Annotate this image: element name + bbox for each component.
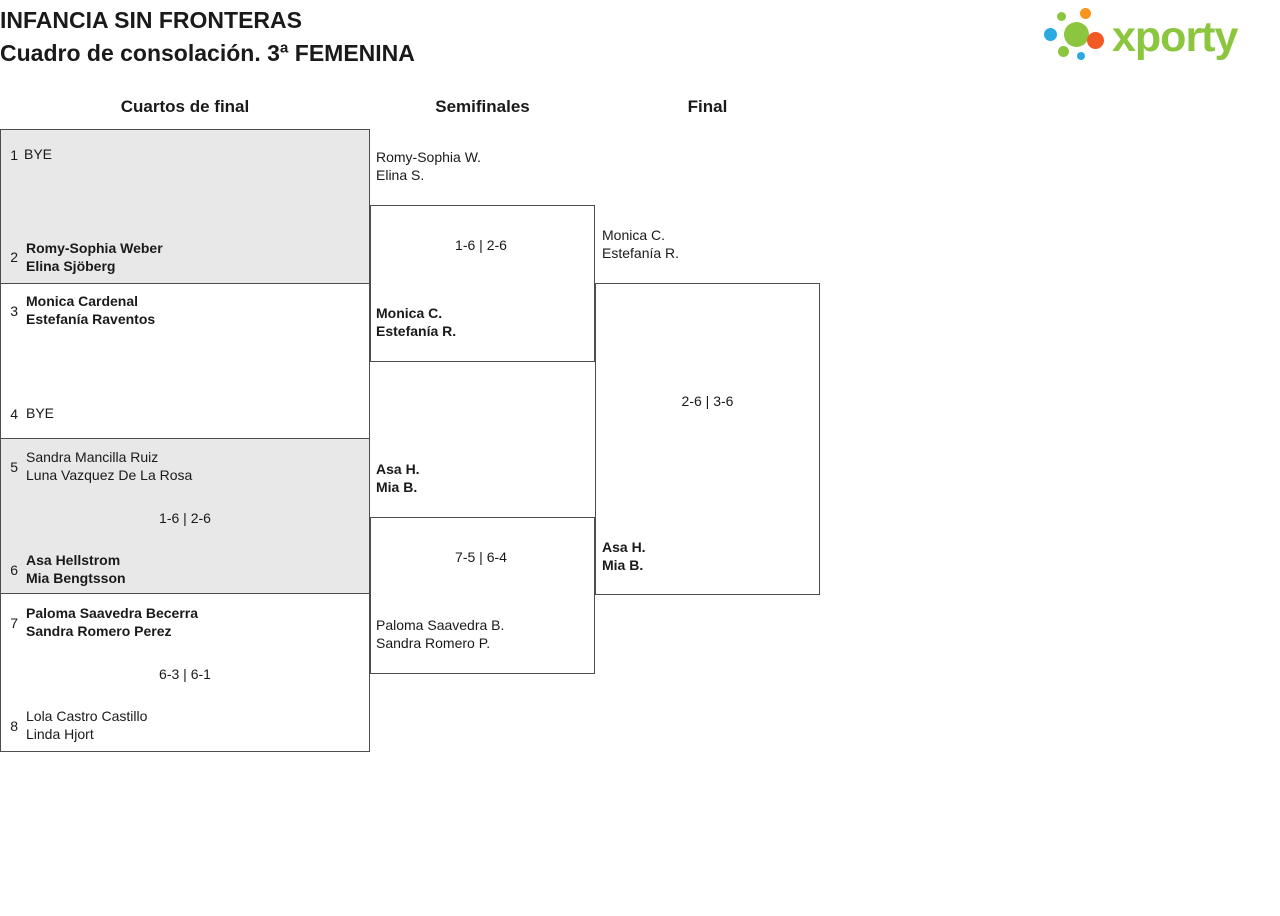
player-name: BYE (26, 405, 55, 421)
logo-dot-icon (1044, 28, 1057, 41)
team-name (602, 538, 646, 574)
logo-dot-icon (1080, 8, 1091, 19)
team-name (26, 707, 147, 743)
seed-number: 2 (10, 249, 18, 265)
xporty-logo[interactable] (1044, 6, 1274, 68)
logo-wordmark: xporty (1112, 13, 1238, 61)
logo-dot-icon (1087, 32, 1104, 49)
logo-dot-icon (1058, 46, 1069, 57)
player-name: Elina Sjöberg (26, 258, 116, 274)
tournament-name: INFANCIA SIN FRONTERAS (0, 7, 302, 33)
player-name: Romy-Sophia W. (376, 149, 482, 165)
seed-number: 6 (10, 562, 18, 578)
match-score: 7-5 | 6-4 (455, 549, 507, 565)
seed-number: 8 (10, 718, 18, 734)
seed-number: 7 (10, 615, 18, 631)
player-name: Asa H. (602, 539, 646, 555)
round-header-semifinals: Semifinales (435, 97, 530, 116)
player-name: Monica C. (602, 227, 666, 243)
round-header-final: Final (687, 97, 728, 116)
player-name: Asa Hellstrom (26, 552, 121, 568)
player-name: Elina S. (376, 167, 425, 183)
team-name (26, 551, 126, 587)
team-name (376, 304, 456, 340)
team-name (376, 616, 504, 652)
page-header (0, 0, 1280, 78)
match-score: 6-3 | 6-1 (159, 666, 211, 682)
player-name: Monica Cardenal (26, 293, 139, 309)
player-name: Mia B. (376, 479, 418, 495)
player-name: Paloma Saavedra Becerra (26, 605, 198, 621)
player-name: Estefanía R. (376, 323, 457, 339)
match-score: 1-6 | 2-6 (455, 237, 507, 253)
team-name (376, 460, 420, 496)
player-name: Sandra Romero Perez (26, 623, 172, 639)
team-name (26, 292, 155, 328)
match-score: 2-6 | 3-6 (681, 393, 734, 409)
player-name: Estefanía R. (602, 245, 680, 261)
player-name: Paloma Saavedra B. (376, 617, 505, 633)
seed-number: 3 (10, 303, 18, 319)
player-name: Romy-Sophia Weber (26, 240, 163, 256)
player-name: Mia Bengtsson (26, 570, 126, 586)
player-name: Lola Castro Castillo (26, 708, 148, 724)
logo-dot-icon (1064, 22, 1089, 47)
seed-number: 5 (10, 459, 18, 475)
team-name (602, 226, 679, 262)
player-name: Estefanía Raventos (26, 311, 156, 327)
team-name (24, 145, 52, 163)
round-header-quarterfinals: Cuartos de final (120, 97, 250, 116)
player-name: Sandra Mancilla Ruiz (26, 449, 159, 465)
page-title (0, 4, 415, 70)
logo-dot-icon (1057, 12, 1066, 21)
player-name: BYE (24, 146, 53, 162)
draw-name: Cuadro de consolación. 3ª FEMENINA (0, 40, 415, 66)
match-score: 1-6 | 2-6 (159, 510, 211, 526)
player-name: Luna Vazquez De La Rosa (26, 467, 193, 483)
logo-dot-icon (1077, 52, 1085, 60)
seed-number: 1 (10, 147, 18, 163)
team-name (26, 239, 163, 275)
team-name (26, 448, 192, 484)
player-name: Asa H. (376, 461, 420, 477)
player-name: Sandra Romero P. (376, 635, 491, 651)
player-name: Linda Hjort (26, 726, 94, 742)
team-name (26, 604, 198, 640)
team-name (26, 404, 54, 422)
player-name: Monica C. (376, 305, 443, 321)
team-name (376, 148, 481, 184)
player-name: Mia B. (602, 557, 644, 573)
seed-number: 4 (10, 406, 18, 422)
